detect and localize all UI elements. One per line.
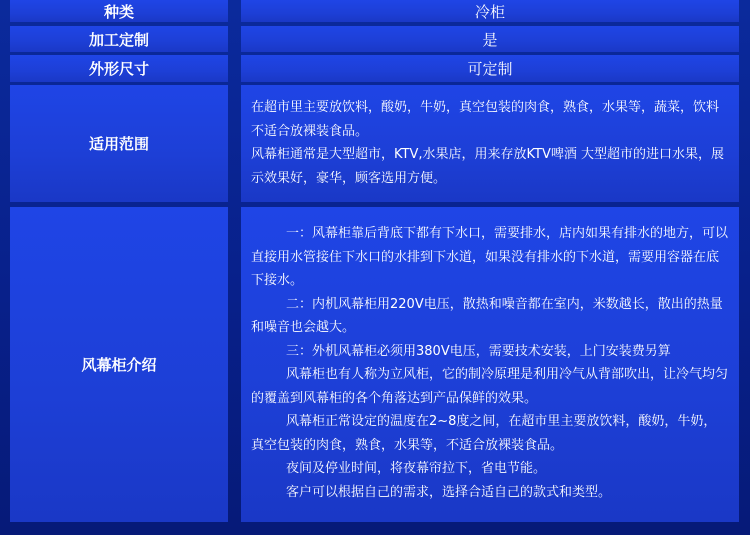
usage-line: 在超市里主要放饮料，酸奶，牛奶，真空包装的肉食，熟食，水果等，蔬菜，饮料不适合放裸装食品。 [251,100,720,139]
custom-value: 是 [241,26,739,52]
size-value: 可定制 [241,55,739,82]
custom-label: 加工定制 [10,26,228,52]
intro-text [241,207,739,522]
usage-line: 风幕柜通常是大型超市，KTV,水果店，用来存放KTV啤酒 大型超市的进口水果，展示效果好，豪华，顾客选用方便。 [251,147,724,186]
intro-paragraph: 风幕柜也有人称为立风柜，它的制冷原理是利用冷气从背部吹出，让冷气均匀的覆盖到风幕柜的各个角落达到产品保鲜的效果。 [251,367,729,406]
usage-label: 适用范围 [10,85,228,202]
usage-text [241,85,739,202]
intro-paragraph: 夜间及停业时间，将夜幕帘拉下，省电节能。 [286,461,547,476]
intro-paragraph: 客户可以根据自己的需求，选择合适自己的款式和类型。 [286,484,612,500]
intro-paragraph: 一：风幕柜靠后背底下都有下水口，需要排水，店内如果有排水的地方，可以直接用水管接住下水口的水排到下水道，如果没有排水的下水道，需要用容器在底下接水。 [251,226,729,288]
intro-paragraph: 三：外机风幕柜必须用380V电压，需要技术安装，上门安装费另算 [286,343,671,359]
type-value: 冷柜 [241,0,739,22]
intro-paragraph: 二：内机风幕柜用220V电压，散热和噪音都在室内，米数越长，散出的热量和噪音也会越大。 [251,296,723,335]
type-label: 种类 [10,0,228,22]
intro-paragraph: 风幕柜正常设定的温度在2~8度之间，在超市里主要放饮料，酸奶，牛奶，真空包装的肉食，熟食，水果等，不适合放裸装食品。 [251,414,717,453]
intro-label: 风幕柜介绍 [10,207,228,522]
size-label: 外形尺寸 [10,55,228,82]
